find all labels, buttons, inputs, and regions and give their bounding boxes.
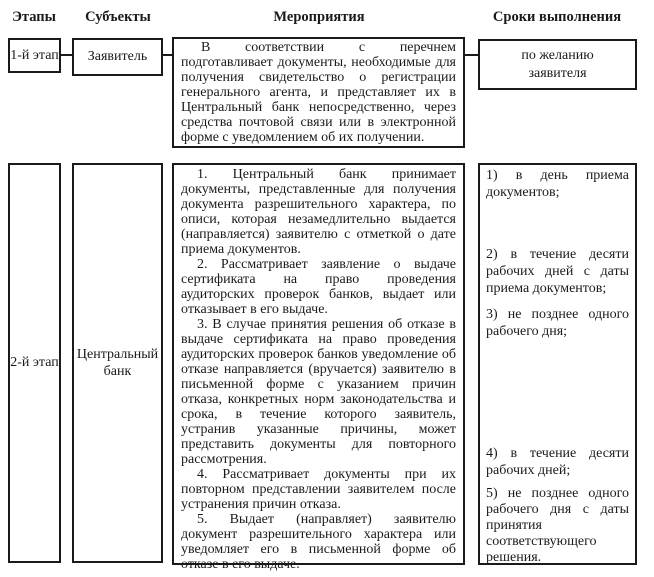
- column-header-activities: Мероприятия: [273, 9, 365, 25]
- column-header-terms: Сроки выполнения: [492, 9, 622, 25]
- stage2-term-item-4: 4) в течение десяти рабочих дней;: [486, 446, 629, 478]
- column-header-stages: Этапы: [12, 9, 56, 25]
- stage2-term-item-5: 5) не позднее одного рабочего дня с даты принятия соответствующего решения.: [486, 486, 629, 565]
- stage2-activity-box: [172, 163, 465, 572]
- stage2-activity-item-2: 2. Рассматривает заявление о выдаче сертификата на право проведения аудиторских проверок банков, выдает или отказывает в его выдаче.: [181, 257, 456, 317]
- stage2-label: 2-й этап: [10, 355, 59, 370]
- stage1-subject-label: Заявитель: [87, 49, 148, 64]
- stage2-term-item-3: 3) не позднее одного рабочего дня;: [486, 307, 629, 339]
- stage2-term-item-1: 1) в день приема документов;: [486, 168, 629, 200]
- stage1-label: 1-й этап: [10, 47, 59, 63]
- stage2-term-box: [478, 163, 637, 565]
- stage2-activity-item-4: 4. Рассматривает документы при их повторном представлении заявителем после устранения причин отказа.: [181, 467, 456, 512]
- stage1-activity-box: [172, 37, 465, 148]
- stage1-activity-text: В соответствии с перечнем подготавливает документы, необходимые для получения свидетельство о регистрации генерального агента, и представляет их в Центральный банк непосредственно, через средства почтовой связи или в электронной форме с уведомлением об их получении.: [181, 40, 456, 145]
- stage1-term-box: [478, 39, 637, 90]
- stage1-term-text: по желанию заявителя: [521, 47, 594, 81]
- stage2-activity-item-5: 5. Выдает (направляет) заявителю документ разрешительного характера или уведомляет его в письменной форме об отказе в его выдаче.: [181, 512, 456, 572]
- stage2-activity-item-3: 3. В случае принятия решения об отказе в выдаче сертификата на право проведения аудиторских проверок банков уведомление об отказе направляется (вручается) заявителю в письменной форме с указанием причин отказа, конкретных норм законодательства и срока, в течение которого заявитель, устранив указанные причины, может представить документы для повторного рассмотрения.: [181, 317, 456, 467]
- stage2-subject-label: Центральный банк: [76, 347, 159, 379]
- stage2-activity-item-1: 1. Центральный банк принимает документы, представленные для получения документа разрешительного характера, по описи, которая незамедлительно выдается (направляется) заявителю с отметкой о дате приема документов.: [181, 167, 456, 257]
- stage1-subject-box: [72, 38, 163, 76]
- stage2-box: [8, 163, 61, 563]
- stage2-subject-box: [72, 163, 163, 563]
- stage2-term-item-2: 2) в течение десяти рабочих дней с даты приема документов;: [486, 247, 629, 296]
- stage1-box: [8, 38, 61, 73]
- column-header-subjects: Субъекты: [85, 9, 151, 25]
